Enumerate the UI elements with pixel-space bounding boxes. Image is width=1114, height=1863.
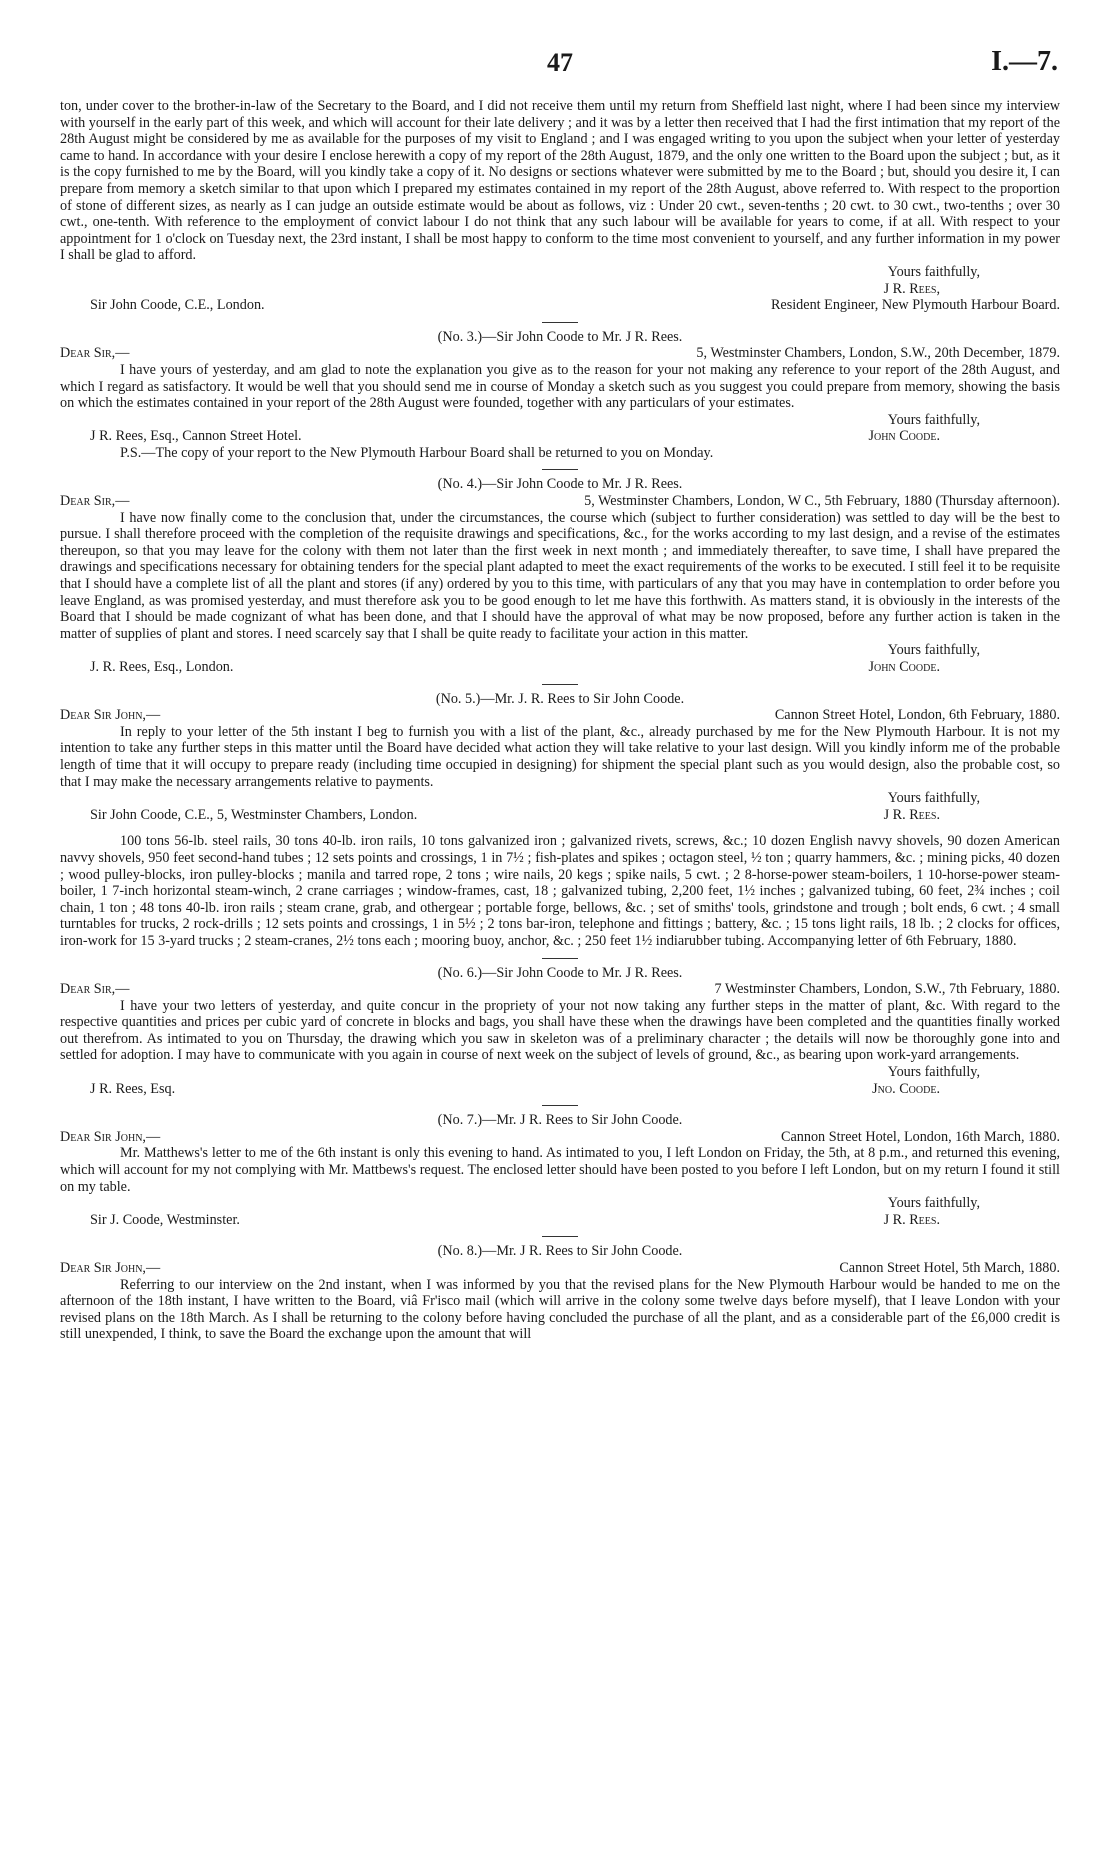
signature-row bbox=[60, 281, 1060, 298]
addressee-row bbox=[60, 1212, 1060, 1229]
sender-address: Cannon Street Hotel, 5th March, 1880. bbox=[839, 1260, 1060, 1276]
letter-heading: (No. 6.)—Sir John Coode to Mr. J R. Rees. bbox=[437, 964, 683, 981]
addressee: J. R. Rees, Esq., London. bbox=[90, 659, 234, 675]
closing-row bbox=[60, 1064, 1060, 1081]
closing: Yours faithfully, bbox=[887, 642, 980, 659]
letter-7 bbox=[60, 1112, 1060, 1228]
addressee: J R. Rees, Esq. bbox=[90, 1080, 176, 1097]
postscript: P.S.—The copy of your report to the New Plymouth Harbour Board shall be returned to you on Monday. bbox=[120, 444, 714, 461]
closing: Yours faithfully, bbox=[887, 263, 980, 280]
letter-body: I have now finally come to the conclusion that, under the circumstances, the course which (subject to further consideration) was settled to day will be the best to pursue. I shall therefore proceed with the completion of the requisite drawings and specifications, &c., for the works according to my last design, and a revise of the estimates thereupon, so that you may leave for the colony with them not later than the first week in next month ; and immediately thereafter, to save time, I shall have prepared the drawings and specifications necessary for obtaining tenders for the special plant adapted to meet the exact requirements of the works to be executed. I still feel it to be requisite that I should have a complete list of all the plant and stores (if any) ordered by you to this time, with particulars of any that you may have in contemplation to order before you leave England, as was promised yesterday, and must therefore ask you to be good enough to let me have this forthwith. As matters stand, it is obviously in the interests of the Board that I should be made cognizant of what has been done, and that I should have the approval of what may be now proposed, before any further action is taken in the matter of supplies of plant and stores. I need scarcely say that I shall be quite ready to facilitate your action in this matter. bbox=[60, 509, 1060, 642]
letter-heading: (No. 7.)—Mr. J R. Rees to Sir John Coode. bbox=[437, 1112, 683, 1129]
letter-heading: (No. 5.)—Mr. J. R. Rees to Sir John Coode. bbox=[435, 690, 685, 707]
addressee-row bbox=[60, 807, 1060, 824]
salutation: Dear Sir John,— bbox=[60, 707, 161, 724]
page-header bbox=[60, 40, 1060, 98]
letter-body: I have yours of yesterday, and am glad to note the explanation you give as to the reason for your not making any reference to your report of the 28th August, and which I regard as satisfactory. It would be well that you should send me in course of Monday a sketch such as you suggest you could prepare from memory, showing the basis on which the estimates contained in your report of the 28th August were founded, together with any particulars of your estimates. bbox=[60, 361, 1060, 412]
closing: Yours faithfully, bbox=[887, 1195, 980, 1212]
letter-body: I have your two letters of yesterday, and quite concur in the propriety of your not now taking any further steps in the matter of plant, &c. With regard to the respective quantities and prices per cubic yard of concrete in blocks and bags, you shall have these when the drawings have been completed and the quantities finally worked out therefrom. As intimated to you on Thursday, the drawing which you saw in skeleton was of a preliminary character ; the details will now be thoroughly gone into and settled for adoption. I may have to communicate with you again in course of next week on the subject of levels of ground, &c., as bearing upon work-yard arrangements. bbox=[60, 997, 1060, 1064]
letter-heading: (No. 4.)—Sir John Coode to Mr. J R. Rees. bbox=[437, 476, 683, 493]
sender-address: 5, Westminster Chambers, London, W C., 5th February, 1880 (Thursday afternoon). bbox=[584, 493, 1060, 510]
section-divider bbox=[542, 322, 578, 323]
salutation: Dear Sir John,— bbox=[60, 1128, 161, 1145]
document-reference: I.—7. bbox=[991, 46, 1058, 77]
addressee-row bbox=[60, 1081, 1060, 1098]
salutation: Dear Sir,— bbox=[60, 493, 130, 510]
signature-title: Resident Engineer, New Plymouth Harbour Board. bbox=[770, 297, 1060, 314]
section-divider bbox=[542, 684, 578, 685]
signature: John Coode. bbox=[868, 428, 940, 445]
salutation-row bbox=[60, 1129, 1060, 1146]
letter-body: ton, under cover to the brother-in-law of the Secretary to the Board, and I did not receive them until my return from Sheffield last night, where I had been since my interview with yourself in the early part of this week, and which will account for their late delivery ; and it was by a letter then received that I had the first intimation that my report of the 28th August might be considered by me as available for the purposes of my visit to England ; and I was engaged writing to you upon the subject when your letter of yesterday came to hand. In accordance with your desire I enclose herewith a copy of my report of the 28th August, 1879, and the only one written to the Board upon the subject ; but, as it is the copy furnished to me by the Board, will you kindly take a copy of it. No designs or sections whatever were submitted by me to the Board ; but, should you desire it, I can prepare from memory a sketch similar to that upon which I prepared my estimates contained in my report of the 28th August, above referred to. With respect to the proportion of stone of different sizes, as nearly as I can judge an outside estimate would be about as follows, viz : Under 20 cwt., seven-tenths ; 20 cwt. to 30 cwt., two-tenths ; over 30 cwt., one-tenth. With reference to the employment of convict labour I do not think that any such labour will be available for years to come, if at all. With respect to your appointment for 1 o'clock on Tuesday next, the 23rd instant, I shall be most happy to conform to the time most convenient to yourself, and any further information in my power I shall be glad to afford. bbox=[60, 98, 1060, 264]
section-divider bbox=[542, 1105, 578, 1106]
sender-address: Cannon Street Hotel, London, 16th March, 1880. bbox=[781, 1128, 1060, 1145]
salutation-row bbox=[60, 707, 1060, 724]
document-page bbox=[60, 40, 1060, 1343]
letter-4 bbox=[60, 476, 1060, 675]
addressee-row bbox=[60, 297, 1060, 314]
closing-row bbox=[60, 412, 1060, 429]
closing-row bbox=[60, 642, 1060, 659]
signature: J R. Rees. bbox=[883, 806, 940, 823]
section-divider bbox=[542, 958, 578, 959]
page-number: 47 bbox=[547, 48, 573, 77]
salutation: Dear Sir,— bbox=[60, 345, 130, 362]
salutation-row bbox=[60, 493, 1060, 510]
closing: Yours faithfully, bbox=[887, 411, 980, 428]
closing-row bbox=[60, 790, 1060, 807]
signature: J R. Rees. bbox=[883, 1211, 940, 1228]
letter-body: Mr. Matthews's letter to me of the 6th instant is only this evening to hand. As intimated to you, I left London on Friday, the 5th, at 8 p.m., and returned this evening, which will account for my not complying with Mr. Mattbews's request. The enclosed letter should have been posted to you before I left London, but on my return I found it still on my table. bbox=[60, 1145, 1060, 1195]
addressee: J R. Rees, Esq., Cannon Street Hotel. bbox=[90, 428, 302, 445]
closing: Yours faithfully, bbox=[887, 1064, 980, 1081]
addressee-row bbox=[60, 659, 1060, 676]
closing-row bbox=[60, 1195, 1060, 1212]
plant-list: 100 tons 56-lb. steel rails, 30 tons 40-lb. iron rails, 10 tons galvanized iron ; galvanized rivets, screws, &c.; 10 dozen English navvy shovels, 90 dozen American navvy shovels, 950 feet second-hand tubes ; 12 sets points and crossings, 1 in 7½ ; fish-plates and spikes ; octagon steel, ½ ton ; quarry hammers, &c. ; mining picks, 40 dozen ; wood pulley-blocks, iron pulley-blocks ; manila and tarred rope, 2 tons ; wire nails, 20 kegs ; spike nails, 5 cwt. ; 2 8-horse-power steam-boilers, 1 10-horse-power steam-boiler, 1 7-inch horizontal steam-winch, 2 crane carriages ; window-frames, cast, 18 ; galvanized tubing, 2,200 feet, 1½ inches ; galvanized tubing, 60 feet, 2¾ inches ; coil chain, 1 ton ; 48 tons 40-lb. iron rails ; steam crane, grab, and othergear ; portable forge, bellows, &c. ; set of smiths' tools, grindstone and trough ; bolt ends, 6 cwt. ; 4 small turntables for trucks, 2 rock-drills ; 12 sets points and crossings, 1 in 5½ ; 2 tons bar-iron, telephone and fittings ; battery, &c. ; 15 tons light rails, 18 lb. ; 2 clocks for offices, iron-work for 15 3-yard trucks ; 2 steam-cranes, 2½ tons each ; mooring buoy, anchor, &c. ; 250 feet 1½ indiarubber tubing. Accompanying letter of 6th February, 1880. bbox=[60, 833, 1060, 949]
addressee: Sir J. Coode, Westminster. bbox=[90, 1211, 240, 1228]
salutation-row bbox=[60, 981, 1060, 998]
sender-address: 7 Westminster Chambers, London, S.W., 7th February, 1880. bbox=[714, 981, 1060, 998]
letter-6 bbox=[60, 965, 1060, 1098]
letter-heading: (No. 8.)—Mr. J R. Rees to Sir John Coode. bbox=[437, 1243, 683, 1260]
letter-8 bbox=[60, 1243, 1060, 1343]
signature: Jno. Coode. bbox=[872, 1080, 940, 1097]
sender-address: Cannon Street Hotel, London, 6th February, 1880. bbox=[774, 707, 1060, 724]
letter-5 bbox=[60, 691, 1060, 950]
letter-body: In reply to your letter of the 5th instant I beg to furnish you with a list of the plant, &c., already purchased by me for the New Plymouth Harbour. It is not my intention to take any further steps in this matter until the Board have decided what action they will take relative to your last design. Will you kindly inform me of the probable length of time that it will occupy to prepare ready (including time occupied in designing) for shipment the special plant such as you would design, also the probable cost, so that I may make the necessary arrangements relative to payments. bbox=[60, 723, 1060, 790]
addressee: Sir John Coode, C.E., London. bbox=[90, 297, 265, 314]
closing: Yours faithfully, bbox=[887, 790, 980, 807]
letter-2-continuation bbox=[60, 98, 1060, 314]
letter-3 bbox=[60, 329, 1060, 462]
section-divider bbox=[542, 1236, 578, 1237]
closing-row bbox=[60, 264, 1060, 281]
salutation: Dear Sir John,— bbox=[60, 1260, 161, 1276]
salutation-row bbox=[60, 1260, 1060, 1277]
section-divider bbox=[542, 469, 578, 470]
letter-body: Referring to our interview on the 2nd instant, when I was informed by you that the revised plans for the New Plymouth Harbour would be handed to me on the afternoon of the 18th instant, I have written to the Board, viâ Fr'isco mail (which will arrive in the colony some twelve days before myself), that I leave London with your revised plans on the 18th March. As I shall be returning to the colony before having concluded the purchase of all the plant, and as a considerable part of the £6,000 credit is still unexpended, I think, to save the Board the exchange upon the amount that will bbox=[60, 1276, 1060, 1343]
sender-address: 5, Westminster Chambers, London, S.W., 20th December, 1879. bbox=[696, 345, 1060, 362]
letter-heading: (No. 3.)—Sir John Coode to Mr. J R. Rees. bbox=[437, 328, 683, 345]
signature: J R. Rees, bbox=[883, 280, 940, 297]
salutation-row bbox=[60, 345, 1060, 362]
addressee: Sir John Coode, C.E., 5, Westminster Chambers, London. bbox=[90, 806, 418, 823]
salutation: Dear Sir,— bbox=[60, 981, 130, 998]
addressee-row bbox=[60, 428, 1060, 445]
signature: John Coode. bbox=[868, 659, 940, 675]
